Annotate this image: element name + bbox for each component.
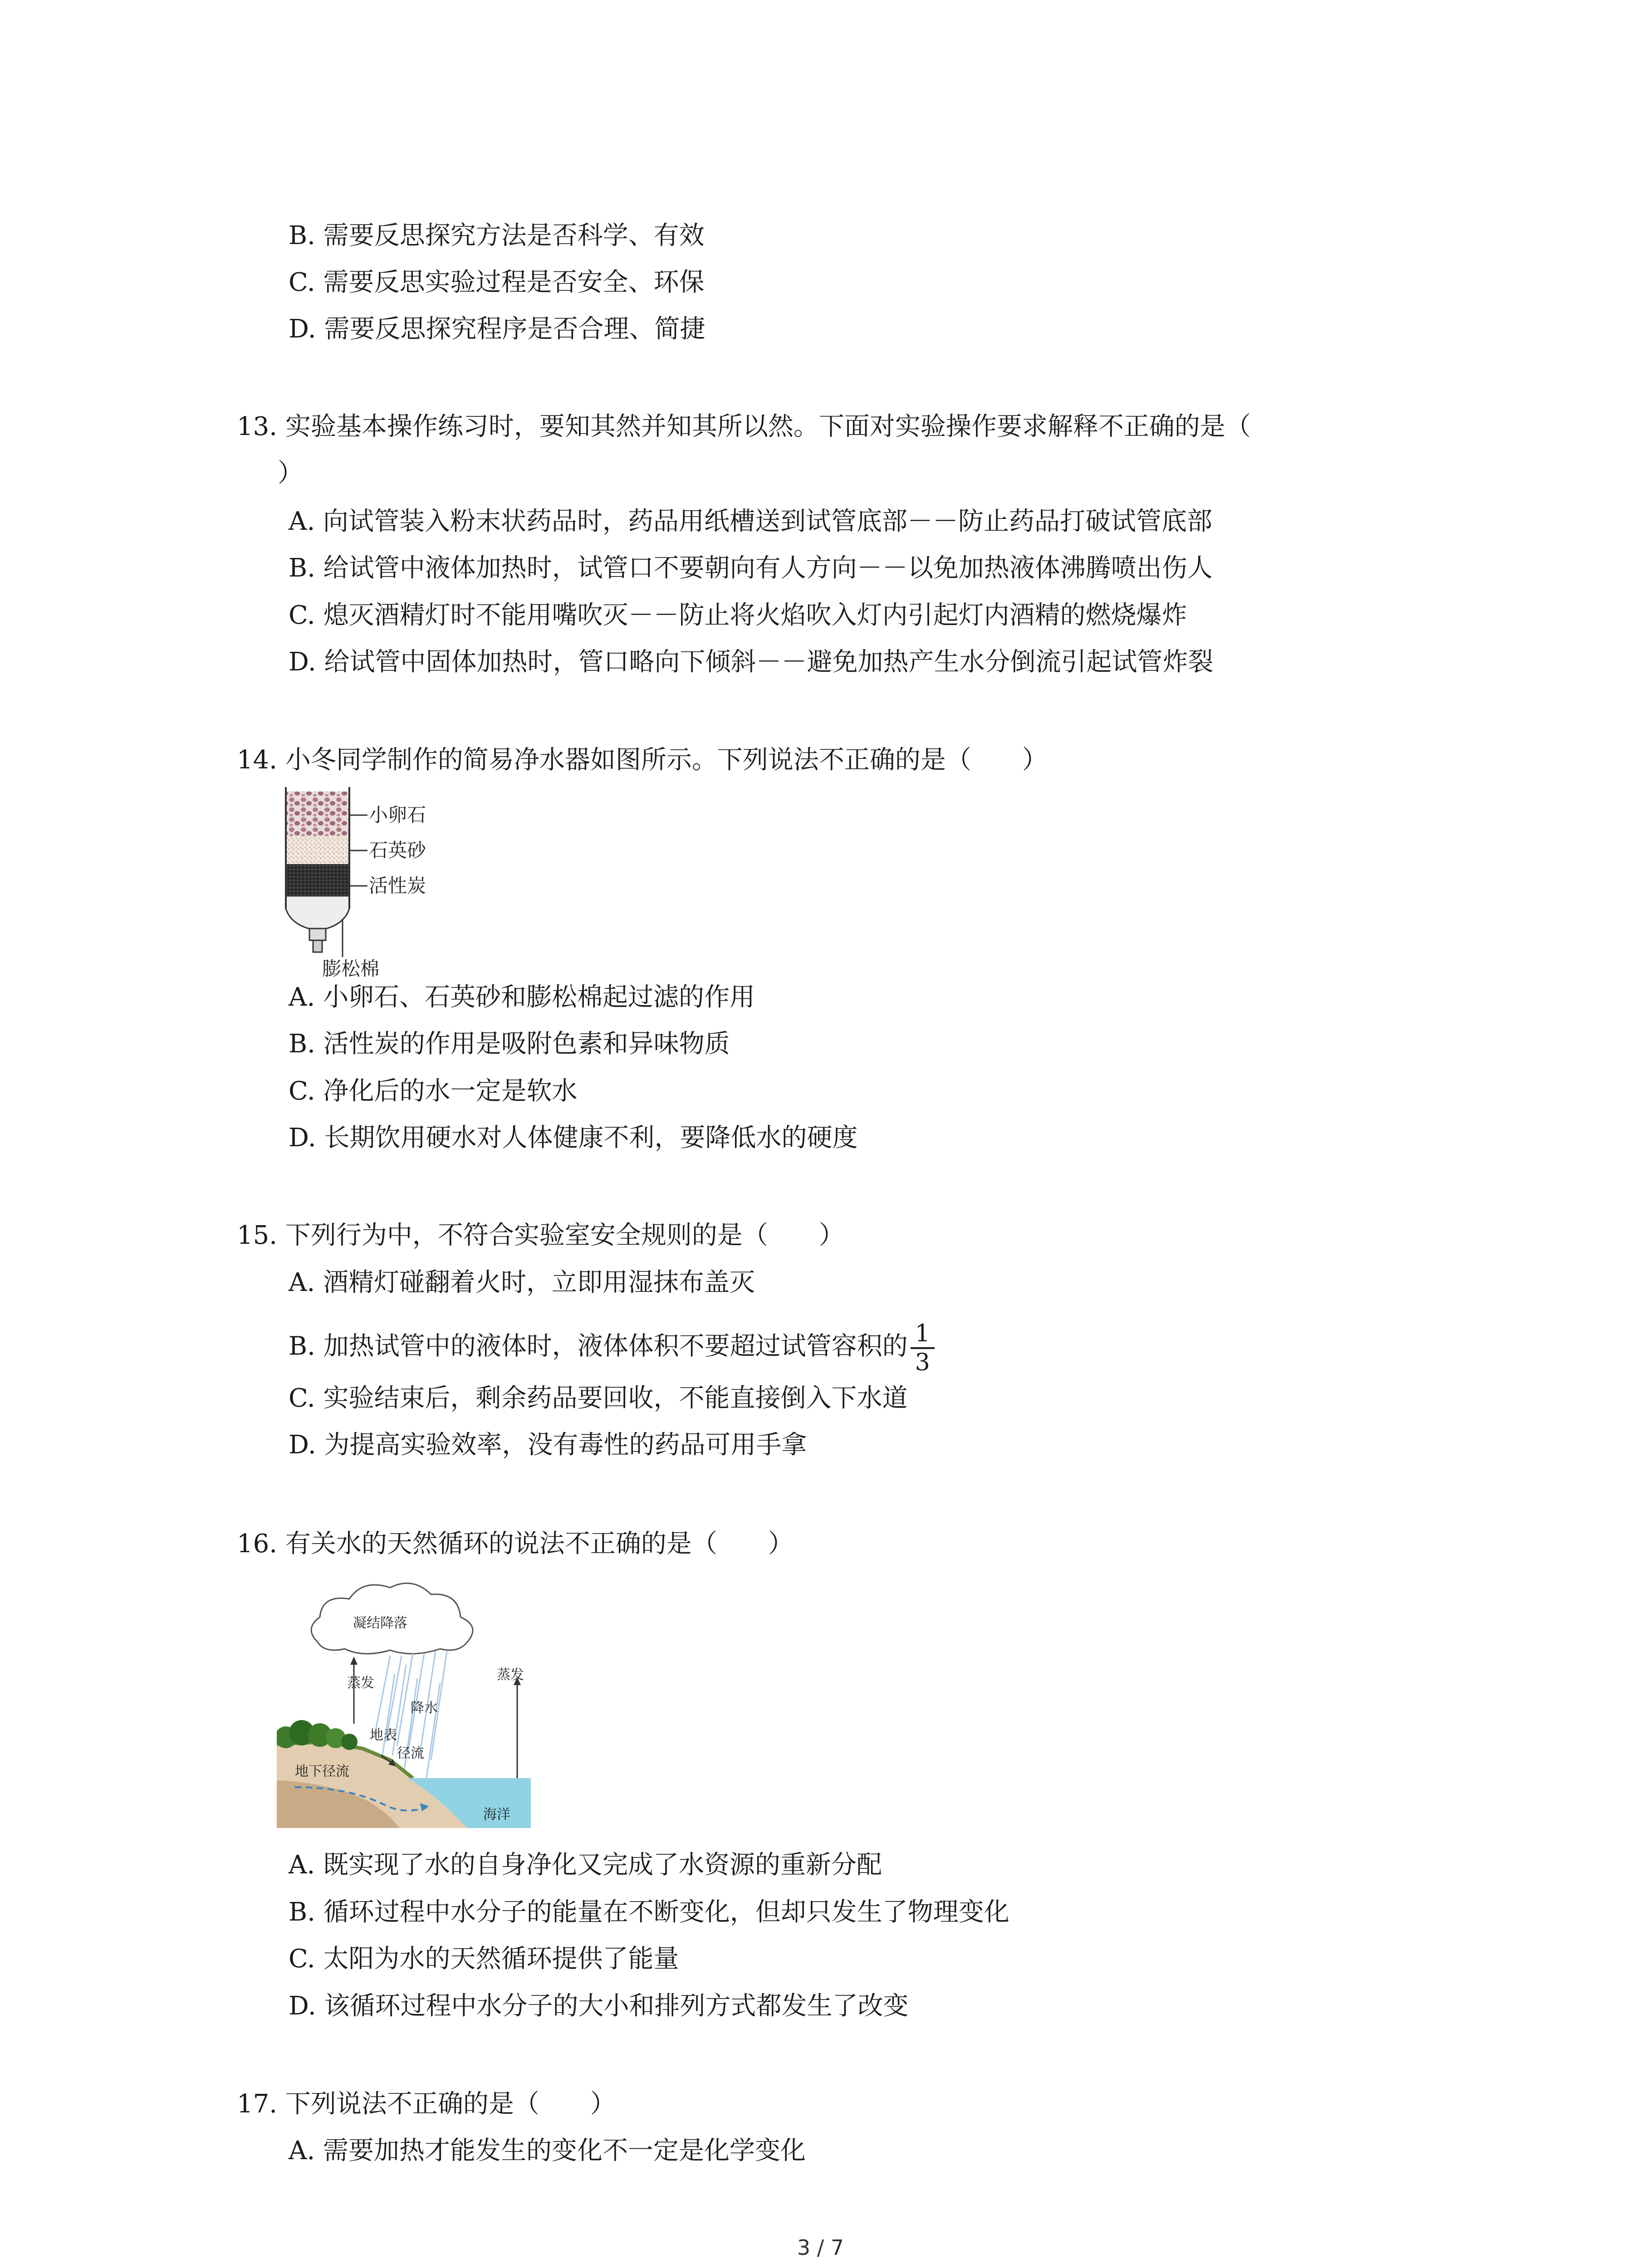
label-rain: 降水 (411, 1700, 438, 1716)
label-surface: 地表 (370, 1727, 397, 1743)
sand-layer (286, 837, 349, 864)
q16-option-d: D. 该循环过程中水分子的大小和排列方式都发生了改变 (289, 1991, 909, 2021)
q13-option-a: A. 向试管装入粉末状药品时，药品用纸槽送到试管底部－－防止药品打破试管底部 (289, 507, 1213, 536)
q12-option-c: C. 需要反思实验过程是否安全、环保 (289, 268, 705, 297)
q17-stem: 17. 下列说法不正确的是（ ） (237, 2089, 616, 2119)
page-number: 3 / 7 (797, 2235, 844, 2260)
q14-option-d: D. 长期饮用硬水对人体健康不利，要降低水的硬度 (289, 1123, 858, 1153)
fraction-numerator: 1 (911, 1320, 935, 1349)
label-underground-runoff: 地下径流 (295, 1764, 349, 1779)
q15-option-a: A. 酒精灯碰翻着火时，立即用湿抹布盖灭 (289, 1268, 755, 1297)
q14-option-b: B. 活性炭的作用是吸附色素和异味物质 (289, 1029, 730, 1059)
label-sand: 石英砂 (369, 839, 426, 861)
q16-option-c: C. 太阳为水的天然循环提供了能量 (289, 1944, 679, 1974)
q16-stem: 16. 有关水的天然循环的说法不正确的是（ ） (237, 1529, 794, 1559)
q14-option-a: A. 小卵石、石英砂和膨松棉起过滤的作用 (289, 982, 755, 1012)
carbon-layer (286, 864, 349, 896)
q13-stem: 13. 实验基本操作练习时，要知其然并知其所以然。下面对实验操作要求解释不正确的是（ (237, 412, 1251, 441)
water-cycle-figure (277, 1574, 531, 1842)
q15-stem: 15. 下列行为中，不符合实验室安全规则的是（ ） (237, 1221, 844, 1250)
label-runoff: 径流 (397, 1745, 424, 1761)
pebble-layer (286, 792, 349, 837)
q13-stem-continuation: ） (278, 459, 303, 488)
label-evaporation-left: 蒸发 (347, 1675, 374, 1691)
q17-option-a: A. 需要加热才能发生的变化不一定是化学变化 (289, 2136, 806, 2165)
q13-option-d: D. 给试管中固体加热时，管口略向下倾斜－－避免加热产生水分倒流引起试管炸裂 (289, 647, 1214, 677)
q16-option-a: A. 既实现了水的自身净化又完成了水资源的重新分配 (289, 1850, 882, 1880)
q15-option-d: D. 为提高实验效率，没有毒性的药品可用手拿 (289, 1430, 807, 1460)
nozzle (309, 929, 326, 940)
q13-option-b: B. 给试管中液体加热时，试管口不要朝向有人方向－－以免加热液体沸腾喷出伤人 (289, 553, 1213, 583)
q12-option-b: B. 需要反思探究方法是否科学、有效 (289, 221, 705, 250)
q16-option-b: B. 循环过程中水分子的能量在不断变化，但却只发生了物理变化 (289, 1897, 1009, 1927)
q14-option-c: C. 净化后的水一定是软水 (289, 1076, 578, 1106)
q15-option-b (289, 1320, 935, 1376)
label-ocean: 海洋 (483, 1807, 510, 1823)
filter-bottle (286, 787, 349, 952)
label-cloud: 凝结降落 (353, 1615, 407, 1631)
label-evaporation-right: 蒸发 (497, 1667, 524, 1683)
water-filter-diagram (277, 787, 445, 978)
water-cycle-diagram (277, 1574, 531, 1842)
one-third-fraction (911, 1320, 935, 1376)
q15-option-b-text: B. 加热试管中的液体时，液体体积不要超过试管容积的 (289, 1331, 908, 1361)
cotton-layer (286, 896, 349, 929)
label-carbon: 活性炭 (369, 875, 426, 897)
fraction-denominator: 3 (915, 1349, 930, 1376)
label-pebbles: 小卵石 (369, 804, 426, 826)
q15-option-c: C. 实验结束后，剩余药品要回收，不能直接倒入下水道 (289, 1383, 908, 1413)
q12-option-d: D. 需要反思探究程序是否合理、简捷 (289, 314, 705, 344)
water-filter-figure (277, 787, 445, 978)
q13-option-c: C. 熄灭酒精灯时不能用嘴吹灭－－防止将火焰吹入灯内引起灯内酒精的燃烧爆炸 (289, 601, 1187, 630)
label-cotton: 膨松棉 (322, 958, 380, 978)
q14-stem: 14. 小冬同学制作的简易净水器如图所示。下列说法不正确的是（ ） (237, 745, 1048, 775)
trees (277, 1720, 358, 1750)
